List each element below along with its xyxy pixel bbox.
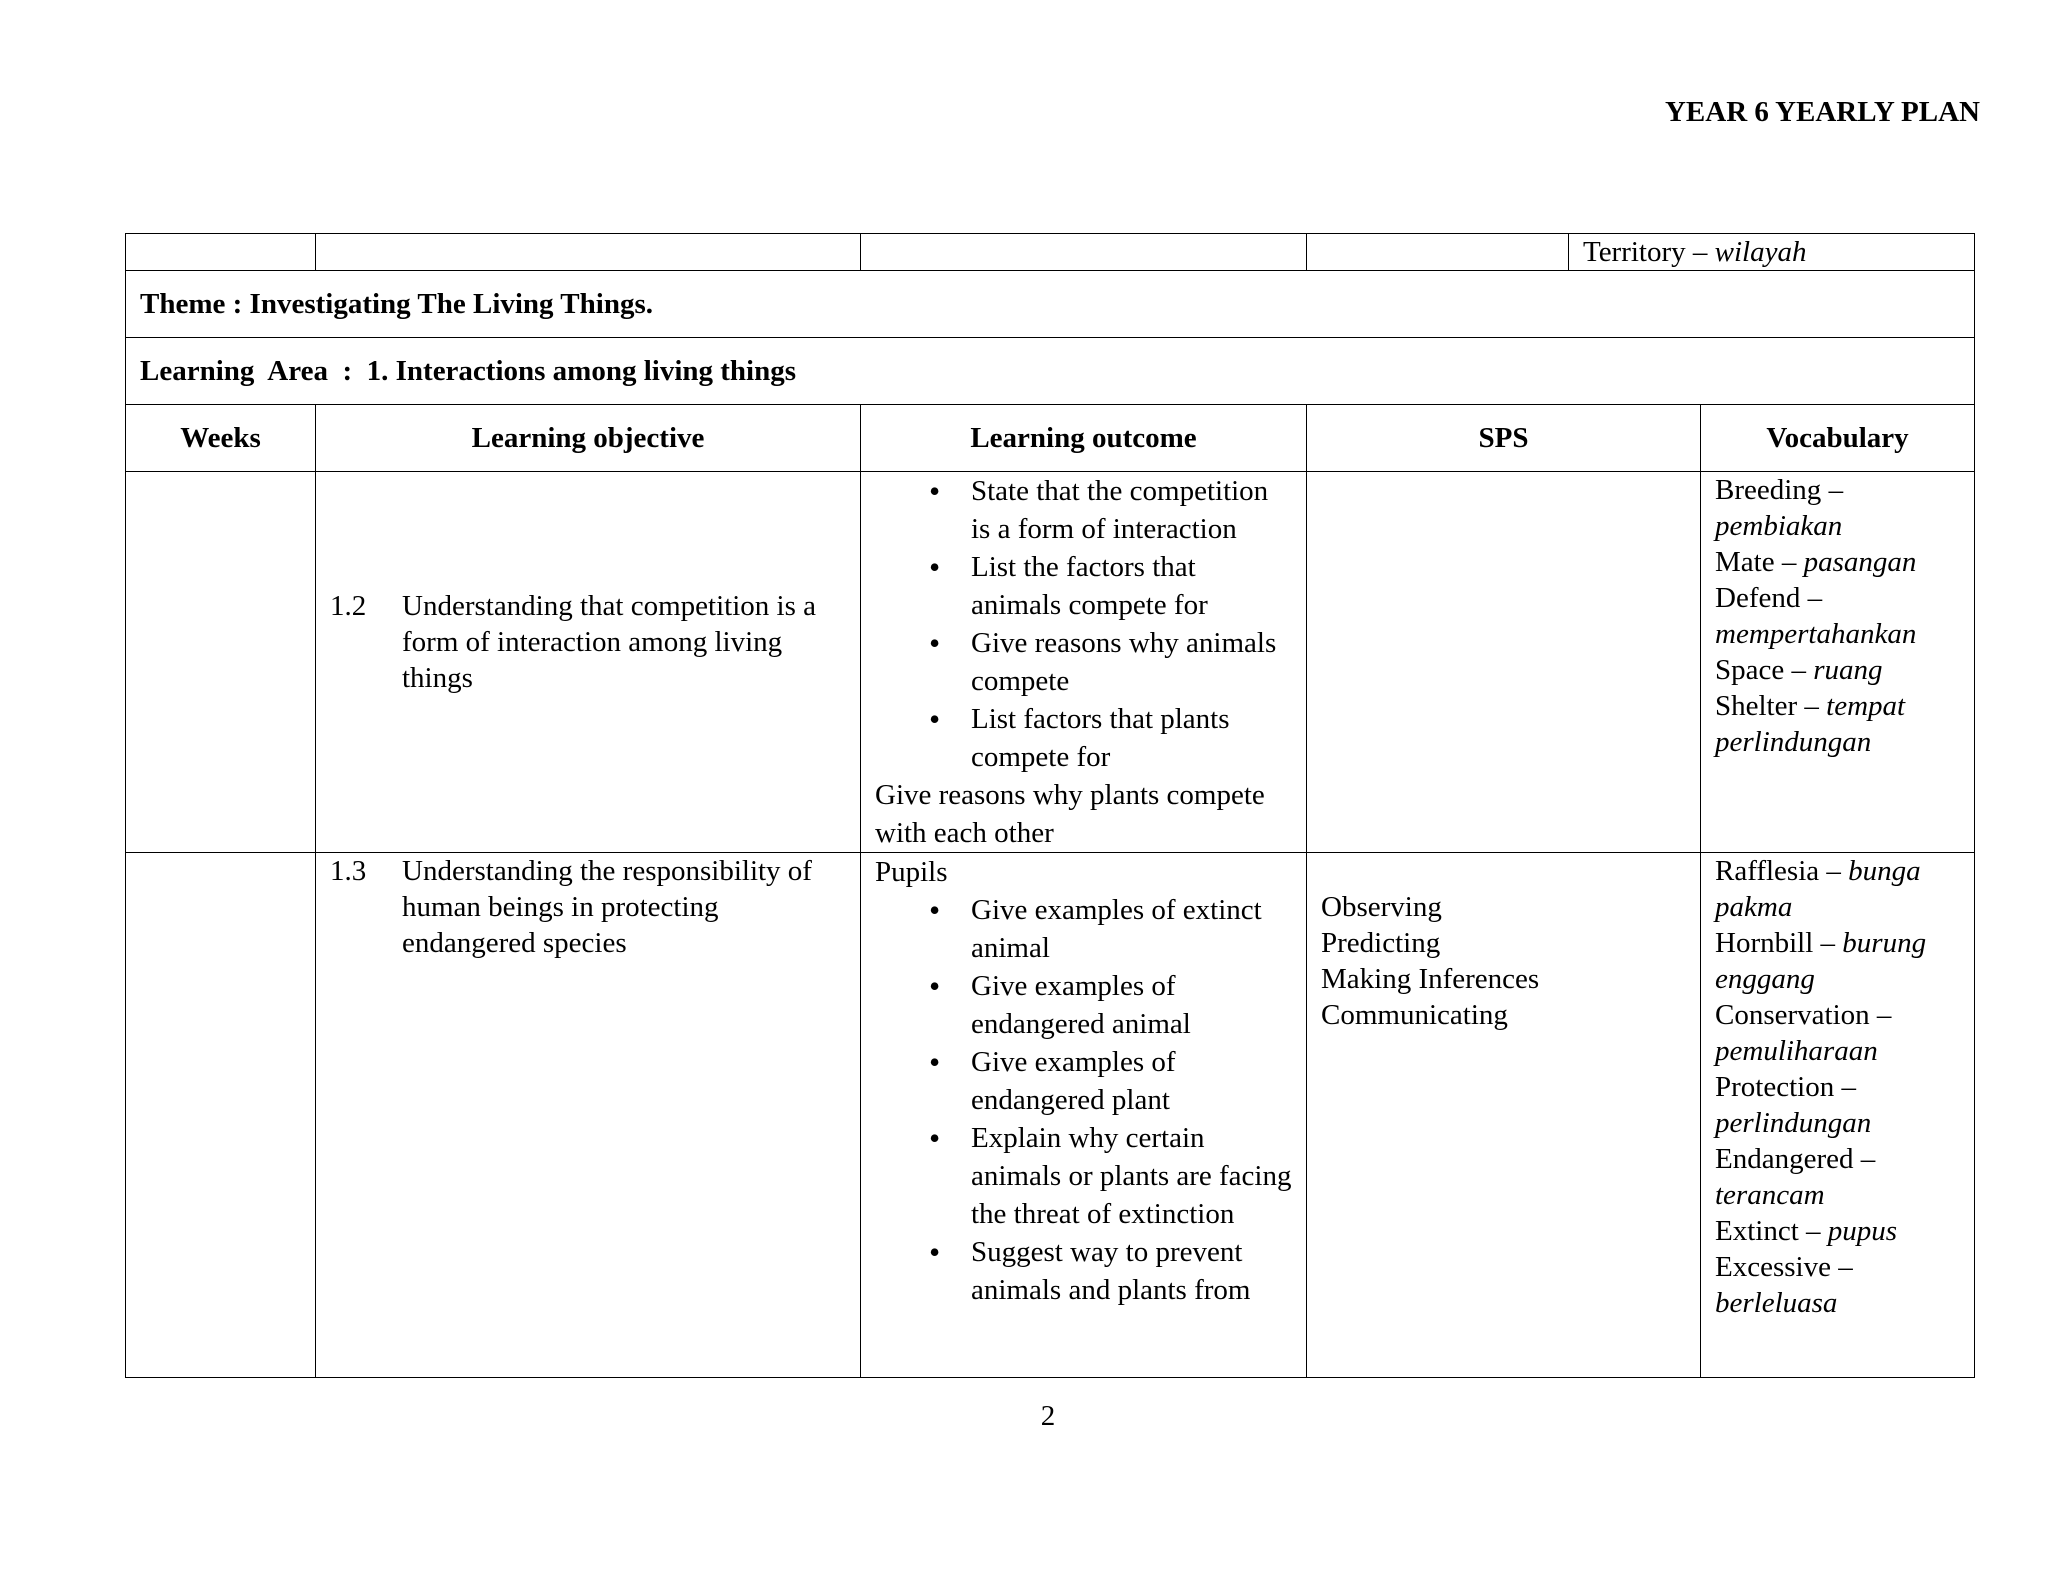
objective-text: Understanding the responsibility of human beings in protecting endangered species [402, 855, 812, 959]
outcome-cell [861, 472, 1307, 853]
vocab-meaning: pemuliharaan [1715, 1035, 1878, 1067]
vocab-term: Excessive [1715, 1251, 1831, 1283]
theme-row [126, 271, 1975, 338]
vocab-separator: – [1813, 927, 1843, 959]
vocab-meaning: pasangan [1803, 546, 1917, 578]
page-header-title: YEAR 6 YEARLY PLAN [1664, 96, 1980, 128]
sps-cell [1307, 472, 1701, 853]
vocab-term: Mate [1715, 546, 1775, 578]
vocab-meaning: mempertahankan [1715, 618, 1917, 650]
col-header-sps: SPS [1307, 405, 1701, 472]
vocab-term: Protection [1715, 1071, 1835, 1103]
col-header-outcome: Learning outcome [861, 405, 1307, 472]
list-item: • Give reasons why animals compete [929, 624, 1292, 700]
vocab-term: Space [1715, 654, 1785, 686]
vocab-meaning: pembiakan [1715, 510, 1843, 542]
vocab-meaning: tempat perlindungan [1715, 690, 1906, 758]
vocab-separator: – [1798, 1215, 1828, 1247]
list-item: • List factors that plants compete for [929, 700, 1292, 776]
vocab-term: Extinct [1715, 1215, 1799, 1247]
learning-area-row [126, 338, 1975, 405]
vocab-meaning: terancam [1715, 1179, 1825, 1211]
outcome-tail-text: Give reasons why plants compete with each other [875, 779, 1265, 849]
vocab-meaning: bunga pakma [1715, 855, 1921, 923]
objective-cell [316, 472, 861, 853]
sps-item: Predicting [1321, 927, 1441, 959]
list-item: • List the factors that animals compete for [929, 548, 1292, 624]
col-header-vocabulary: Vocabulary [1701, 405, 1975, 472]
vocab-term: Shelter [1715, 690, 1798, 722]
outcome-intro-text: Pupils [875, 856, 948, 888]
vocab-separator: – [1819, 855, 1849, 887]
vocabulary-cell [1701, 472, 1975, 853]
vocab-separator: – [1774, 546, 1804, 578]
list-item: • Give examples of endangered plant [929, 1043, 1292, 1119]
sps-item: Making Inferences [1321, 963, 1540, 995]
learning-area-cell: Learning Area : 1. Interactions among living things [126, 338, 1975, 405]
vocab-meaning: berleluasa [1715, 1287, 1838, 1319]
objective-text: Understanding that competition is a form of interaction among living things [402, 590, 816, 694]
continued-row [126, 234, 1975, 271]
vocab-meaning: ruang [1813, 654, 1883, 686]
vocab-meaning: wilayah [1714, 236, 1807, 268]
vocabulary-cell [1701, 853, 1975, 1378]
list-item: • Explain why certain animals or plants are facing the threat of extinction [929, 1119, 1292, 1233]
empty-cell [1307, 234, 1569, 271]
vocab-separator: – [1800, 582, 1823, 614]
weeks-cell [126, 853, 316, 1378]
sps-cell [1307, 853, 1701, 1378]
objective-number: 1.2 [330, 590, 367, 622]
objective-cell [316, 853, 861, 1378]
sps-item: Communicating [1321, 999, 1508, 1031]
page-number: 2 [1040, 1400, 1056, 1432]
vocab-term: Territory [1583, 236, 1686, 268]
sps-item: Observing [1321, 891, 1442, 923]
vocab-meaning: burung enggang [1715, 927, 1927, 995]
empty-cell [861, 234, 1307, 271]
list-item: • Give examples of endangered animal [929, 967, 1292, 1043]
list-item: • Suggest way to prevent animals and plants from [929, 1233, 1292, 1309]
table-row [126, 472, 1975, 853]
col-header-weeks: Weeks [126, 405, 316, 472]
empty-cell [126, 234, 316, 271]
column-header-row [126, 405, 1975, 472]
vocab-separator: – [1797, 690, 1827, 722]
theme-cell: Theme : Investigating The Living Things. [126, 271, 1975, 338]
vocab-term: Defend [1715, 582, 1801, 614]
weeks-cell [126, 472, 316, 853]
vocab-separator: – [1853, 1143, 1876, 1175]
vocab-separator: – [1685, 236, 1715, 268]
vocab-term: Rafflesia [1715, 855, 1820, 887]
col-header-objective: Learning objective [316, 405, 861, 472]
vocab-term: Breeding [1715, 474, 1822, 506]
vocab-separator: – [1821, 474, 1844, 506]
vocab-term: Hornbill [1715, 927, 1814, 959]
table-row [126, 853, 1975, 1378]
vocab-cell-continued [1569, 234, 1975, 271]
outcome-list [875, 472, 1292, 776]
outcome-cell [861, 853, 1307, 1378]
list-item: • Give examples of extinct animal [929, 891, 1292, 967]
vocab-term: Conservation [1715, 999, 1870, 1031]
objective-number: 1.3 [330, 855, 367, 887]
vocab-separator: – [1784, 654, 1814, 686]
outcome-list [875, 891, 1292, 1309]
vocab-meaning: perlindungan [1715, 1107, 1872, 1139]
vocab-separator: – [1834, 1071, 1856, 1103]
vocab-meaning: pupus [1827, 1215, 1898, 1247]
vocab-separator: – [1869, 999, 1892, 1031]
empty-cell [316, 234, 861, 271]
vocab-term: Endangered [1715, 1143, 1854, 1175]
list-item: • State that the competition is a form of interaction [929, 472, 1292, 548]
vocab-separator: – [1830, 1251, 1853, 1283]
yearly-plan-table [125, 233, 1975, 1378]
